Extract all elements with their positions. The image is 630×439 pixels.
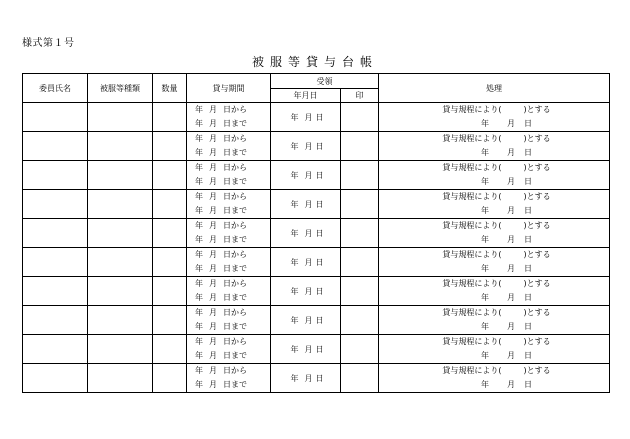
disposition-rule: 貸与規程により( )とする: [442, 250, 551, 259]
period-to: 年 月 日まで: [195, 322, 247, 331]
disposition-cell[interactable]: [379, 161, 610, 190]
member-name-cell[interactable]: [23, 219, 88, 248]
period-to: 年 月 日まで: [195, 206, 247, 215]
disposition-date: 年 月 日: [481, 148, 532, 157]
clothing-type-cell[interactable]: [88, 248, 153, 277]
seal-cell[interactable]: [341, 248, 379, 277]
disposition-date: 年 月 日: [481, 177, 532, 186]
clothing-type-cell[interactable]: [88, 190, 153, 219]
period-from: 年 月 日から: [195, 192, 247, 201]
member-name-cell[interactable]: [23, 277, 88, 306]
clothing-type-cell[interactable]: [88, 103, 153, 132]
clothing-loan-ledger-table: [22, 73, 610, 393]
receipt-date-cell[interactable]: 年 月 日: [271, 364, 341, 393]
quantity-cell[interactable]: [153, 306, 187, 335]
loan-period-cell[interactable]: [187, 103, 271, 132]
disposition-cell[interactable]: [379, 190, 610, 219]
disposition-cell[interactable]: [379, 364, 610, 393]
period-from: 年 月 日から: [195, 366, 247, 375]
disposition-rule: 貸与規程により( )とする: [442, 308, 551, 317]
table-row: [23, 364, 610, 393]
member-name-cell[interactable]: [23, 103, 88, 132]
header-quantity: 数量: [153, 74, 187, 103]
receipt-date-cell[interactable]: 年 月 日: [271, 306, 341, 335]
table-row: [23, 306, 610, 335]
clothing-type-cell[interactable]: [88, 219, 153, 248]
receipt-date-cell[interactable]: 年 月 日: [271, 132, 341, 161]
receipt-date-cell[interactable]: 年 月 日: [271, 248, 341, 277]
table-row: [23, 335, 610, 364]
clothing-type-cell[interactable]: [88, 306, 153, 335]
period-from: 年 月 日から: [195, 250, 247, 259]
period-to: 年 月 日まで: [195, 119, 247, 128]
clothing-type-cell[interactable]: [88, 335, 153, 364]
disposition-rule: 貸与規程により( )とする: [442, 279, 551, 288]
period-to: 年 月 日まで: [195, 264, 247, 273]
disposition-rule: 貸与規程により( )とする: [442, 221, 551, 230]
header-receipt-date: 年月日: [271, 89, 341, 103]
disposition-rule: 貸与規程により( )とする: [442, 366, 551, 375]
disposition-date: 年 月 日: [481, 351, 532, 360]
table-row: [23, 219, 610, 248]
quantity-cell[interactable]: [153, 219, 187, 248]
period-to: 年 月 日まで: [195, 177, 247, 186]
disposition-cell[interactable]: [379, 335, 610, 364]
table-row: [23, 277, 610, 306]
loan-period-cell[interactable]: [187, 132, 271, 161]
period-from: 年 月 日から: [195, 337, 247, 346]
loan-period-cell[interactable]: [187, 161, 271, 190]
disposition-rule: 貸与規程により( )とする: [442, 134, 551, 143]
table-row: [23, 103, 610, 132]
disposition-rule: 貸与規程により( )とする: [442, 337, 551, 346]
seal-cell[interactable]: [341, 132, 379, 161]
period-from: 年 月 日から: [195, 279, 247, 288]
quantity-cell[interactable]: [153, 132, 187, 161]
table-row: [23, 248, 610, 277]
period-to: 年 月 日まで: [195, 380, 247, 389]
disposition-cell[interactable]: [379, 132, 610, 161]
disposition-date: 年 月 日: [481, 322, 532, 331]
disposition-rule: 貸与規程により( )とする: [442, 192, 551, 201]
table-row: [23, 190, 610, 219]
table-row: [23, 161, 610, 190]
table-row: [23, 132, 610, 161]
period-to: 年 月 日まで: [195, 293, 247, 302]
loan-period-cell[interactable]: [187, 364, 271, 393]
period-from: 年 月 日から: [195, 105, 247, 114]
disposition-rule: 貸与規程により( )とする: [442, 105, 551, 114]
form-number: 様式第１号: [22, 38, 75, 49]
seal-cell[interactable]: [341, 161, 379, 190]
ledger-body: [23, 103, 610, 393]
clothing-type-cell[interactable]: [88, 132, 153, 161]
disposition-date: 年 月 日: [481, 119, 532, 128]
member-name-cell[interactable]: [23, 364, 88, 393]
disposition-date: 年 月 日: [481, 380, 532, 389]
receipt-date-cell[interactable]: 年 月 日: [271, 190, 341, 219]
quantity-cell[interactable]: [153, 277, 187, 306]
clothing-type-cell[interactable]: [88, 364, 153, 393]
disposition-date: 年 月 日: [481, 264, 532, 273]
period-to: 年 月 日まで: [195, 148, 247, 157]
seal-cell[interactable]: [341, 103, 379, 132]
disposition-date: 年 月 日: [481, 206, 532, 215]
loan-period-cell[interactable]: [187, 277, 271, 306]
period-to: 年 月 日まで: [195, 351, 247, 360]
seal-cell[interactable]: [341, 306, 379, 335]
clothing-type-cell[interactable]: [88, 277, 153, 306]
seal-cell[interactable]: [341, 364, 379, 393]
disposition-cell[interactable]: [379, 248, 610, 277]
seal-cell[interactable]: [341, 335, 379, 364]
period-from: 年 月 日から: [195, 221, 247, 230]
seal-cell[interactable]: [341, 277, 379, 306]
receipt-date-cell[interactable]: 年 月 日: [271, 335, 341, 364]
period-from: 年 月 日から: [195, 308, 247, 317]
receipt-date-cell[interactable]: 年 月 日: [271, 161, 341, 190]
loan-period-cell[interactable]: [187, 306, 271, 335]
member-name-cell[interactable]: [23, 248, 88, 277]
member-name-cell[interactable]: [23, 132, 88, 161]
member-name-cell[interactable]: [23, 161, 88, 190]
seal-cell[interactable]: [341, 219, 379, 248]
header-member-name: 委員氏名: [23, 74, 88, 103]
period-from: 年 月 日から: [195, 163, 247, 172]
header-clothing-type: 被服等種類: [88, 74, 153, 103]
header-receipt: 受領: [271, 74, 379, 89]
quantity-cell[interactable]: [153, 364, 187, 393]
seal-cell[interactable]: [341, 190, 379, 219]
loan-period-cell[interactable]: [187, 335, 271, 364]
member-name-cell[interactable]: [23, 335, 88, 364]
disposition-cell[interactable]: [379, 277, 610, 306]
disposition-date: 年 月 日: [481, 293, 532, 302]
receipt-date-cell[interactable]: 年 月 日: [271, 277, 341, 306]
period-from: 年 月 日から: [195, 134, 247, 143]
receipt-date-cell[interactable]: 年 月 日: [271, 219, 341, 248]
header-seal: 印: [341, 89, 379, 103]
quantity-cell[interactable]: [153, 190, 187, 219]
member-name-cell[interactable]: [23, 190, 88, 219]
document-title: 被服等貸与台帳: [251, 55, 378, 69]
loan-period-cell[interactable]: [187, 248, 271, 277]
disposition-rule: 貸与規程により( )とする: [442, 163, 551, 172]
disposition-cell[interactable]: [379, 219, 610, 248]
header-loan-period: 貸与期間: [187, 74, 271, 103]
quantity-cell[interactable]: [153, 161, 187, 190]
disposition-cell[interactable]: [379, 103, 610, 132]
disposition-cell[interactable]: [379, 306, 610, 335]
header-disposition: 処理: [379, 74, 610, 103]
loan-period-cell[interactable]: [187, 219, 271, 248]
disposition-date: 年 月 日: [481, 235, 532, 244]
period-to: 年 月 日まで: [195, 235, 247, 244]
clothing-type-cell[interactable]: [88, 161, 153, 190]
quantity-cell[interactable]: [153, 335, 187, 364]
quantity-cell[interactable]: [153, 103, 187, 132]
loan-period-cell[interactable]: [187, 190, 271, 219]
receipt-date-cell[interactable]: 年 月 日: [271, 103, 341, 132]
quantity-cell[interactable]: [153, 248, 187, 277]
member-name-cell[interactable]: [23, 306, 88, 335]
